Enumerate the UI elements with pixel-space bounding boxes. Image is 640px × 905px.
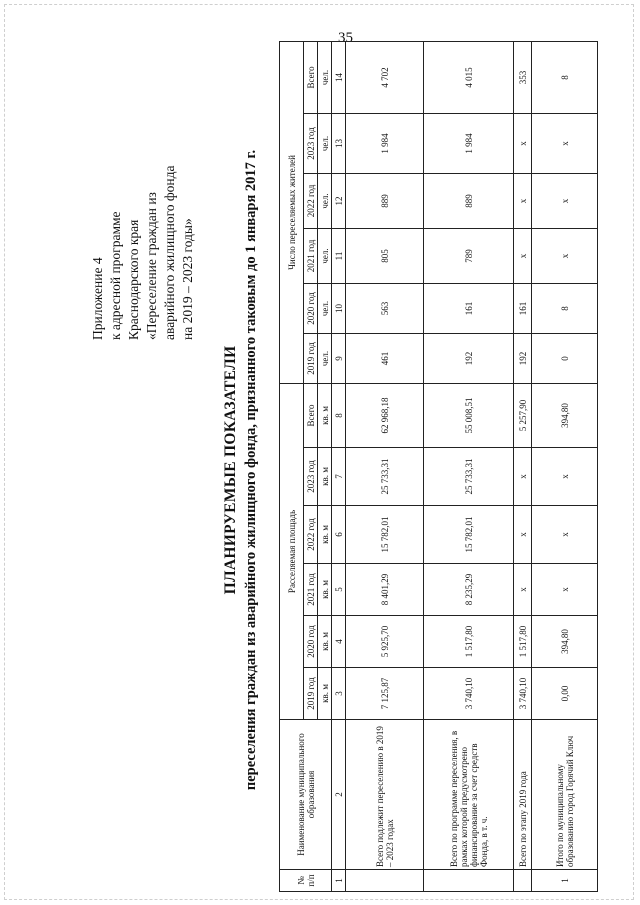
column-number: 11	[332, 228, 346, 283]
column-number: 7	[332, 448, 346, 506]
header-unit: чел.	[318, 228, 332, 283]
cell: 889	[346, 173, 424, 228]
column-number: 6	[332, 506, 346, 564]
header-unit: кв. м	[318, 383, 332, 447]
appendix-line: аварийного жилищного фонда	[162, 165, 177, 340]
cell: 461	[346, 333, 424, 383]
column-number: 13	[332, 113, 346, 173]
cell: 161	[424, 283, 514, 333]
cell: 5 925,70	[346, 616, 424, 668]
header-unit: кв. м	[318, 616, 332, 668]
column-number: 3	[332, 668, 346, 720]
header-year: Всего	[304, 383, 318, 447]
cell: x	[532, 448, 598, 506]
header-unit: чел.	[318, 113, 332, 173]
row-name: Всего по программе переселения, в рамках которой предусмотрено финансирование за счет средств Фонда, в т. ч.	[424, 720, 514, 870]
cell: 192	[424, 333, 514, 383]
cell: x	[514, 564, 532, 616]
column-number: 14	[332, 41, 346, 113]
header-name: Наименование муниципального образования	[280, 720, 332, 870]
header-unit: чел.	[318, 173, 332, 228]
cell: 4 015	[424, 41, 514, 113]
header-year: 2021 год	[304, 564, 318, 616]
column-number: 1	[332, 870, 346, 892]
header-unit: чел.	[318, 333, 332, 383]
cell: 15 782,01	[346, 506, 424, 564]
cell: 1 517,80	[424, 616, 514, 668]
cell: x	[514, 173, 532, 228]
header-year: 2019 год	[304, 333, 318, 383]
document-title: ПЛАНИРУЕМЫЕ ПОКАЗАТЕЛИ	[222, 345, 239, 595]
appendix-line: Краснодарского края	[126, 219, 141, 340]
rotated-sheet	[24, 40, 610, 900]
appendix-line: «Переселение граждан из	[144, 192, 159, 340]
cell: 7 125,87	[346, 668, 424, 720]
table-row	[514, 41, 532, 891]
column-number: 12	[332, 173, 346, 228]
header-year: 2019 год	[304, 668, 318, 720]
header-year: 2021 год	[304, 228, 318, 283]
table-row	[346, 41, 424, 891]
column-number: 2	[332, 720, 346, 870]
header-year: 2022 год	[304, 506, 318, 564]
cell: 3 740,10	[514, 668, 532, 720]
cell: 789	[424, 228, 514, 283]
header-year: 2023 год	[304, 448, 318, 506]
header-year: 2023 год	[304, 113, 318, 173]
cell: 563	[346, 283, 424, 333]
cell: 394,80	[532, 616, 598, 668]
header-year: 2020 год	[304, 283, 318, 333]
column-number: 10	[332, 283, 346, 333]
cell: 161	[514, 283, 532, 333]
document-subtitle: переселения граждан из аварийного жилищного фонда, признанного таковым до 1 января 2017 г.	[243, 149, 259, 791]
header-year: Всего	[304, 41, 318, 113]
cell: 1 984	[346, 113, 424, 173]
cell: 805	[346, 228, 424, 283]
column-number: 4	[332, 616, 346, 668]
cell: 8	[532, 41, 598, 113]
cell: 353	[514, 41, 532, 113]
column-number: 5	[332, 564, 346, 616]
row-name: Итого по муниципальному образованию город Горячий Ключ	[532, 720, 598, 870]
header-year: 2020 год	[304, 616, 318, 668]
cell: 25 733,31	[346, 448, 424, 506]
column-numbers-row	[332, 41, 346, 891]
header-unit: чел.	[318, 41, 332, 113]
cell: 25 733,31	[424, 448, 514, 506]
cell: x	[514, 506, 532, 564]
header-unit: кв. м	[318, 668, 332, 720]
header-area-group: Расселяемая площадь	[280, 383, 304, 719]
row-num: 1	[532, 870, 598, 892]
appendix-line: на 2019 – 2023 годы»	[180, 218, 195, 340]
row-num	[346, 870, 424, 892]
cell: 3 740,10	[424, 668, 514, 720]
row-num	[424, 870, 514, 892]
cell: x	[532, 564, 598, 616]
cell: x	[514, 448, 532, 506]
cell: x	[514, 113, 532, 173]
header-unit: кв. м	[318, 448, 332, 506]
cell: 8 401,29	[346, 564, 424, 616]
row-num	[514, 870, 532, 892]
table-row	[424, 41, 514, 891]
table-row	[532, 41, 598, 891]
cell: x	[514, 228, 532, 283]
indicators-table	[279, 41, 598, 892]
cell: x	[532, 228, 598, 283]
cell: x	[532, 173, 598, 228]
appendix-line: к адресной программе	[108, 211, 123, 340]
header-year: 2022 год	[304, 173, 318, 228]
cell: 192	[514, 333, 532, 383]
cell: 394,80	[532, 383, 598, 447]
cell: 15 782,01	[424, 506, 514, 564]
header-num: № п/п	[280, 870, 332, 892]
page-number: 35	[338, 30, 353, 46]
header-unit: кв. м	[318, 506, 332, 564]
column-number: 9	[332, 333, 346, 383]
cell: 55 008,51	[424, 383, 514, 447]
header-unit: кв. м	[318, 564, 332, 616]
column-number: 8	[332, 383, 346, 447]
cell: 1 517,80	[514, 616, 532, 668]
appendix-caption	[89, 40, 197, 340]
cell: 0,00	[532, 668, 598, 720]
header-unit: чел.	[318, 283, 332, 333]
header-row	[280, 41, 304, 891]
cell: 4 702	[346, 41, 424, 113]
appendix-line: Приложение 4	[90, 257, 105, 340]
cell: 8 235,29	[424, 564, 514, 616]
cell: 889	[424, 173, 514, 228]
cell: x	[532, 506, 598, 564]
cell: 5 257,90	[514, 383, 532, 447]
cell: 1 984	[424, 113, 514, 173]
row-name: Всего по этапу 2019 года	[514, 720, 532, 870]
cell: 8	[532, 283, 598, 333]
cell: 0	[532, 333, 598, 383]
cell: x	[532, 113, 598, 173]
header-people-group: Число переселяемых жителей	[280, 41, 304, 383]
cell: 62 968,18	[346, 383, 424, 447]
row-name: Всего подлежит переселению в 2019 – 2023 годах	[346, 720, 424, 870]
